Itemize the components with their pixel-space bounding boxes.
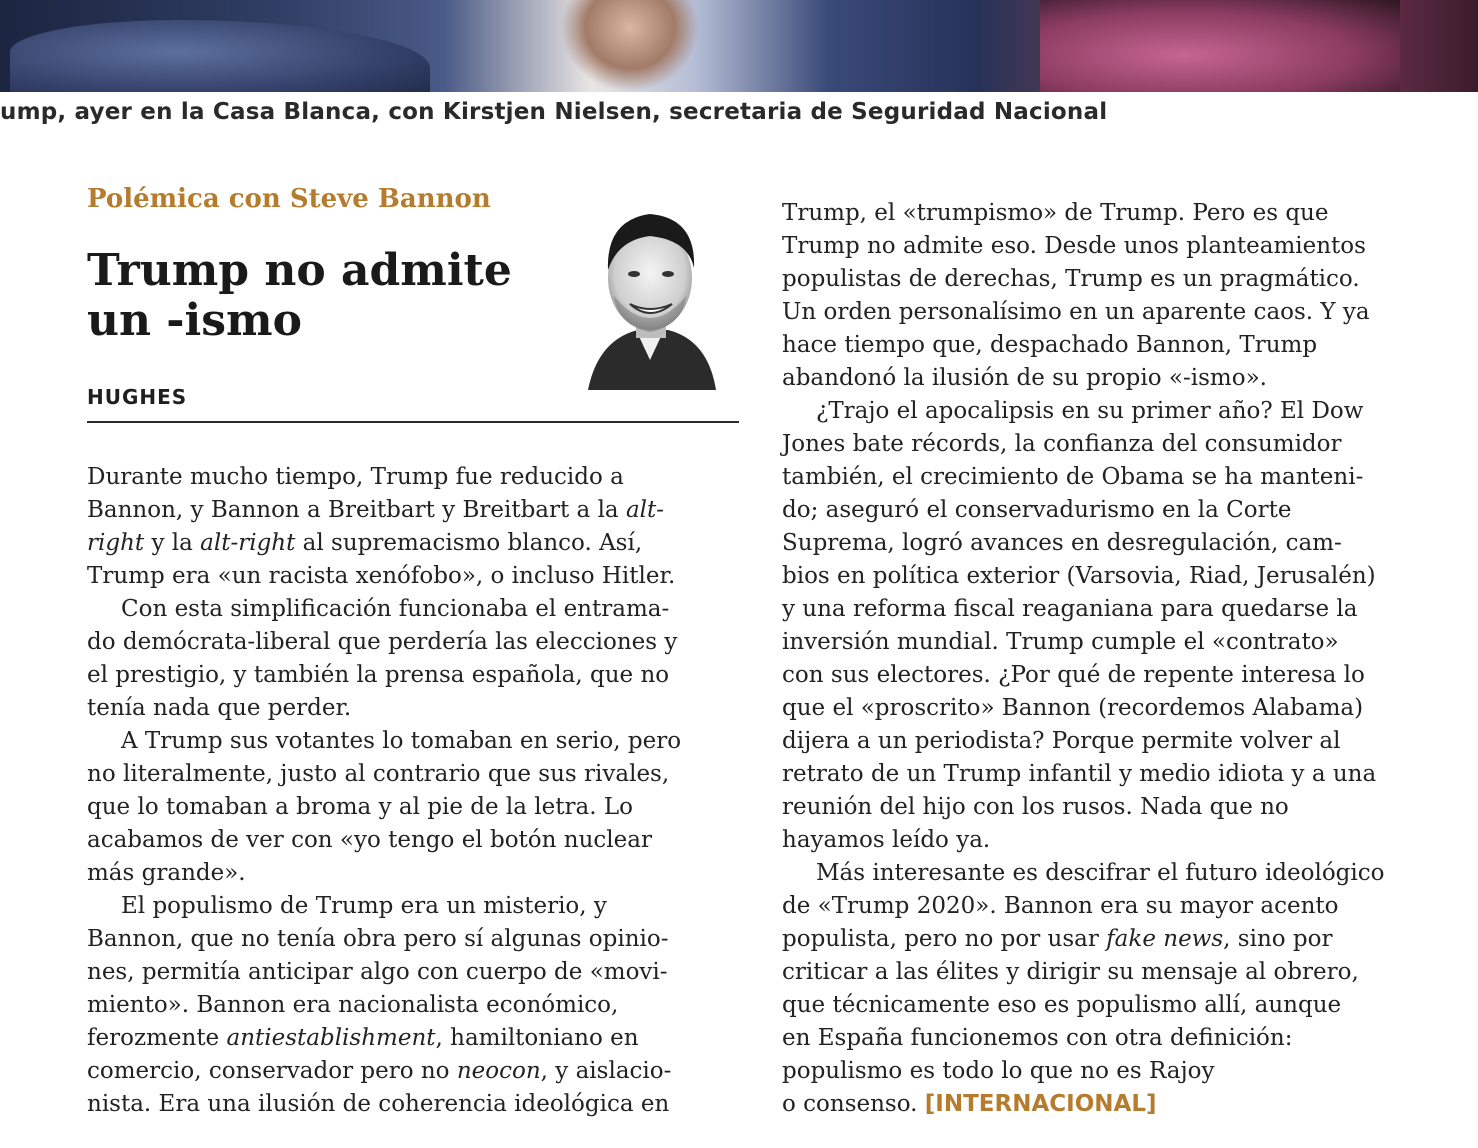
left-column-line: tenía nada que perder. bbox=[87, 695, 352, 721]
left-column-line: A Trump sus votantes lo tomaban en serio, pero bbox=[121, 728, 682, 754]
right-column-line: dijera a un periodista? Porque permite volver al bbox=[782, 728, 1341, 754]
right-column-line: abandonó la ilusión de su propio «-ismo». bbox=[782, 365, 1267, 391]
right-column-line: criticar a las élites y dirigir su mensaje al obrero, bbox=[782, 959, 1359, 985]
right-column-line: también, el crecimiento de Obama se ha manteni- bbox=[782, 464, 1364, 490]
photo-hand-shape bbox=[560, 0, 700, 92]
right-column-line: Trump no admite eso. Desde unos planteamientos bbox=[782, 233, 1366, 259]
right-column-line: Trump, el «trumpismo» de Trump. Pero es que bbox=[782, 200, 1329, 226]
article-column-left bbox=[87, 461, 747, 1121]
left-column-line: que lo tomaban a broma y al pie de la letra. Lo bbox=[87, 794, 633, 820]
top-photo bbox=[0, 0, 1478, 92]
right-column-line: con sus electores. ¿Por qué de repente interesa lo bbox=[782, 662, 1365, 688]
right-column-line: hayamos leído ya. bbox=[782, 827, 991, 853]
right-column-line: o consenso. [INTERNACIONAL] bbox=[782, 1091, 1157, 1117]
header-divider bbox=[87, 421, 739, 423]
left-column-line: miento». Bannon era nacionalista económico, bbox=[87, 992, 619, 1018]
section-tag: [INTERNACIONAL] bbox=[924, 1091, 1157, 1117]
right-column-line: Suprema, logró avances en desregulación, cam- bbox=[782, 530, 1342, 556]
left-column-line: acabamos de ver con «yo tengo el botón nuclear bbox=[87, 827, 652, 853]
right-column-line: Jones bate récords, la confianza del consumidor bbox=[782, 431, 1342, 457]
right-column-line: inversión mundial. Trump cumple el «contrato» bbox=[782, 629, 1339, 655]
right-column-line: retrato de un Trump infantil y medio idiota y a una bbox=[782, 761, 1377, 787]
right-column-line: Más interesante es descifrar el futuro ideológico bbox=[816, 860, 1385, 886]
author-portrait bbox=[578, 200, 720, 390]
photo-caption: ump, ayer en la Casa Blanca, con Kirstjen Nielsen, secretaria de Seguridad Nacional bbox=[0, 99, 1108, 125]
left-column-line: Durante mucho tiempo, Trump fue reducido a bbox=[87, 464, 624, 490]
right-column-line: bios en política exterior (Varsovia, Riad, Jerusalén) bbox=[782, 563, 1376, 589]
left-column-line: comercio, conservador pero no neocon, y aislacio- bbox=[87, 1058, 672, 1084]
left-column-line: nes, permitía anticipar algo con cuerpo de «movi- bbox=[87, 959, 668, 985]
right-column-line: do; aseguró el conservadurismo en la Corte bbox=[782, 497, 1292, 523]
left-column-line: Bannon, que no tenía obra pero sí algunas opinio- bbox=[87, 926, 669, 952]
photo-pink-garment bbox=[1040, 0, 1400, 92]
headline-line-1: Trump no admite bbox=[87, 245, 512, 296]
right-column-line: y una reforma fiscal reaganiana para quedarse la bbox=[782, 596, 1358, 622]
left-column-line: no literalmente, justo al contrario que sus rivales, bbox=[87, 761, 670, 787]
right-column-line: que técnicamente eso es populismo allí, aunque bbox=[782, 992, 1342, 1018]
left-column-line: do demócrata-liberal que perdería las elecciones y bbox=[87, 629, 678, 655]
left-column-line: Con esta simplificación funcionaba el entrama- bbox=[121, 596, 670, 622]
left-column-line: el prestigio, y también la prensa española, que no bbox=[87, 662, 670, 688]
right-column-line: Un orden personalísimo en un aparente caos. Y ya bbox=[782, 299, 1370, 325]
left-column-line: ferozmente antiestablishment, hamiltoniano en bbox=[87, 1025, 639, 1051]
right-column-line: populistas de derechas, Trump es un pragmático. bbox=[782, 266, 1360, 292]
right-column-line: populismo es todo lo que no es Rajoy bbox=[782, 1058, 1215, 1084]
article-kicker: Polémica con Steve Bannon bbox=[87, 184, 491, 214]
headline-line-2: un -ismo bbox=[87, 295, 302, 346]
left-column-line: El populismo de Trump era un misterio, y bbox=[121, 893, 607, 919]
right-column-line: hace tiempo que, despachado Bannon, Trump bbox=[782, 332, 1318, 358]
left-column-line: nista. Era una ilusión de coherencia ideológica en bbox=[87, 1091, 670, 1117]
left-column-line: más grande». bbox=[87, 860, 246, 886]
right-column-line: que el «proscrito» Bannon (recordemos Alabama) bbox=[782, 695, 1364, 721]
article-column-right bbox=[782, 197, 1452, 1121]
right-column-line: reunión del hijo con los rusos. Nada que no bbox=[782, 794, 1289, 820]
left-column-line: Bannon, y Bannon a Breitbart y Breitbart a la alt- bbox=[87, 497, 665, 523]
right-column-line: populista, pero no por usar fake news, sino por bbox=[782, 926, 1333, 952]
author-byline: HUGHES bbox=[87, 385, 188, 409]
right-column-line: ¿Trajo el apocalipsis en su primer año? El Dow bbox=[816, 398, 1364, 424]
right-column-line: de «Trump 2020». Bannon era su mayor acento bbox=[782, 893, 1339, 919]
left-column-line: Trump era «un racista xenófobo», o incluso Hitler. bbox=[87, 563, 676, 589]
photo-jacket-shape bbox=[10, 20, 430, 92]
article-headline bbox=[87, 246, 557, 346]
left-column-line: right y la alt-right al supremacismo blanco. Así, bbox=[87, 530, 643, 556]
right-column-line: en España funcionemos con otra definición: bbox=[782, 1025, 1293, 1051]
